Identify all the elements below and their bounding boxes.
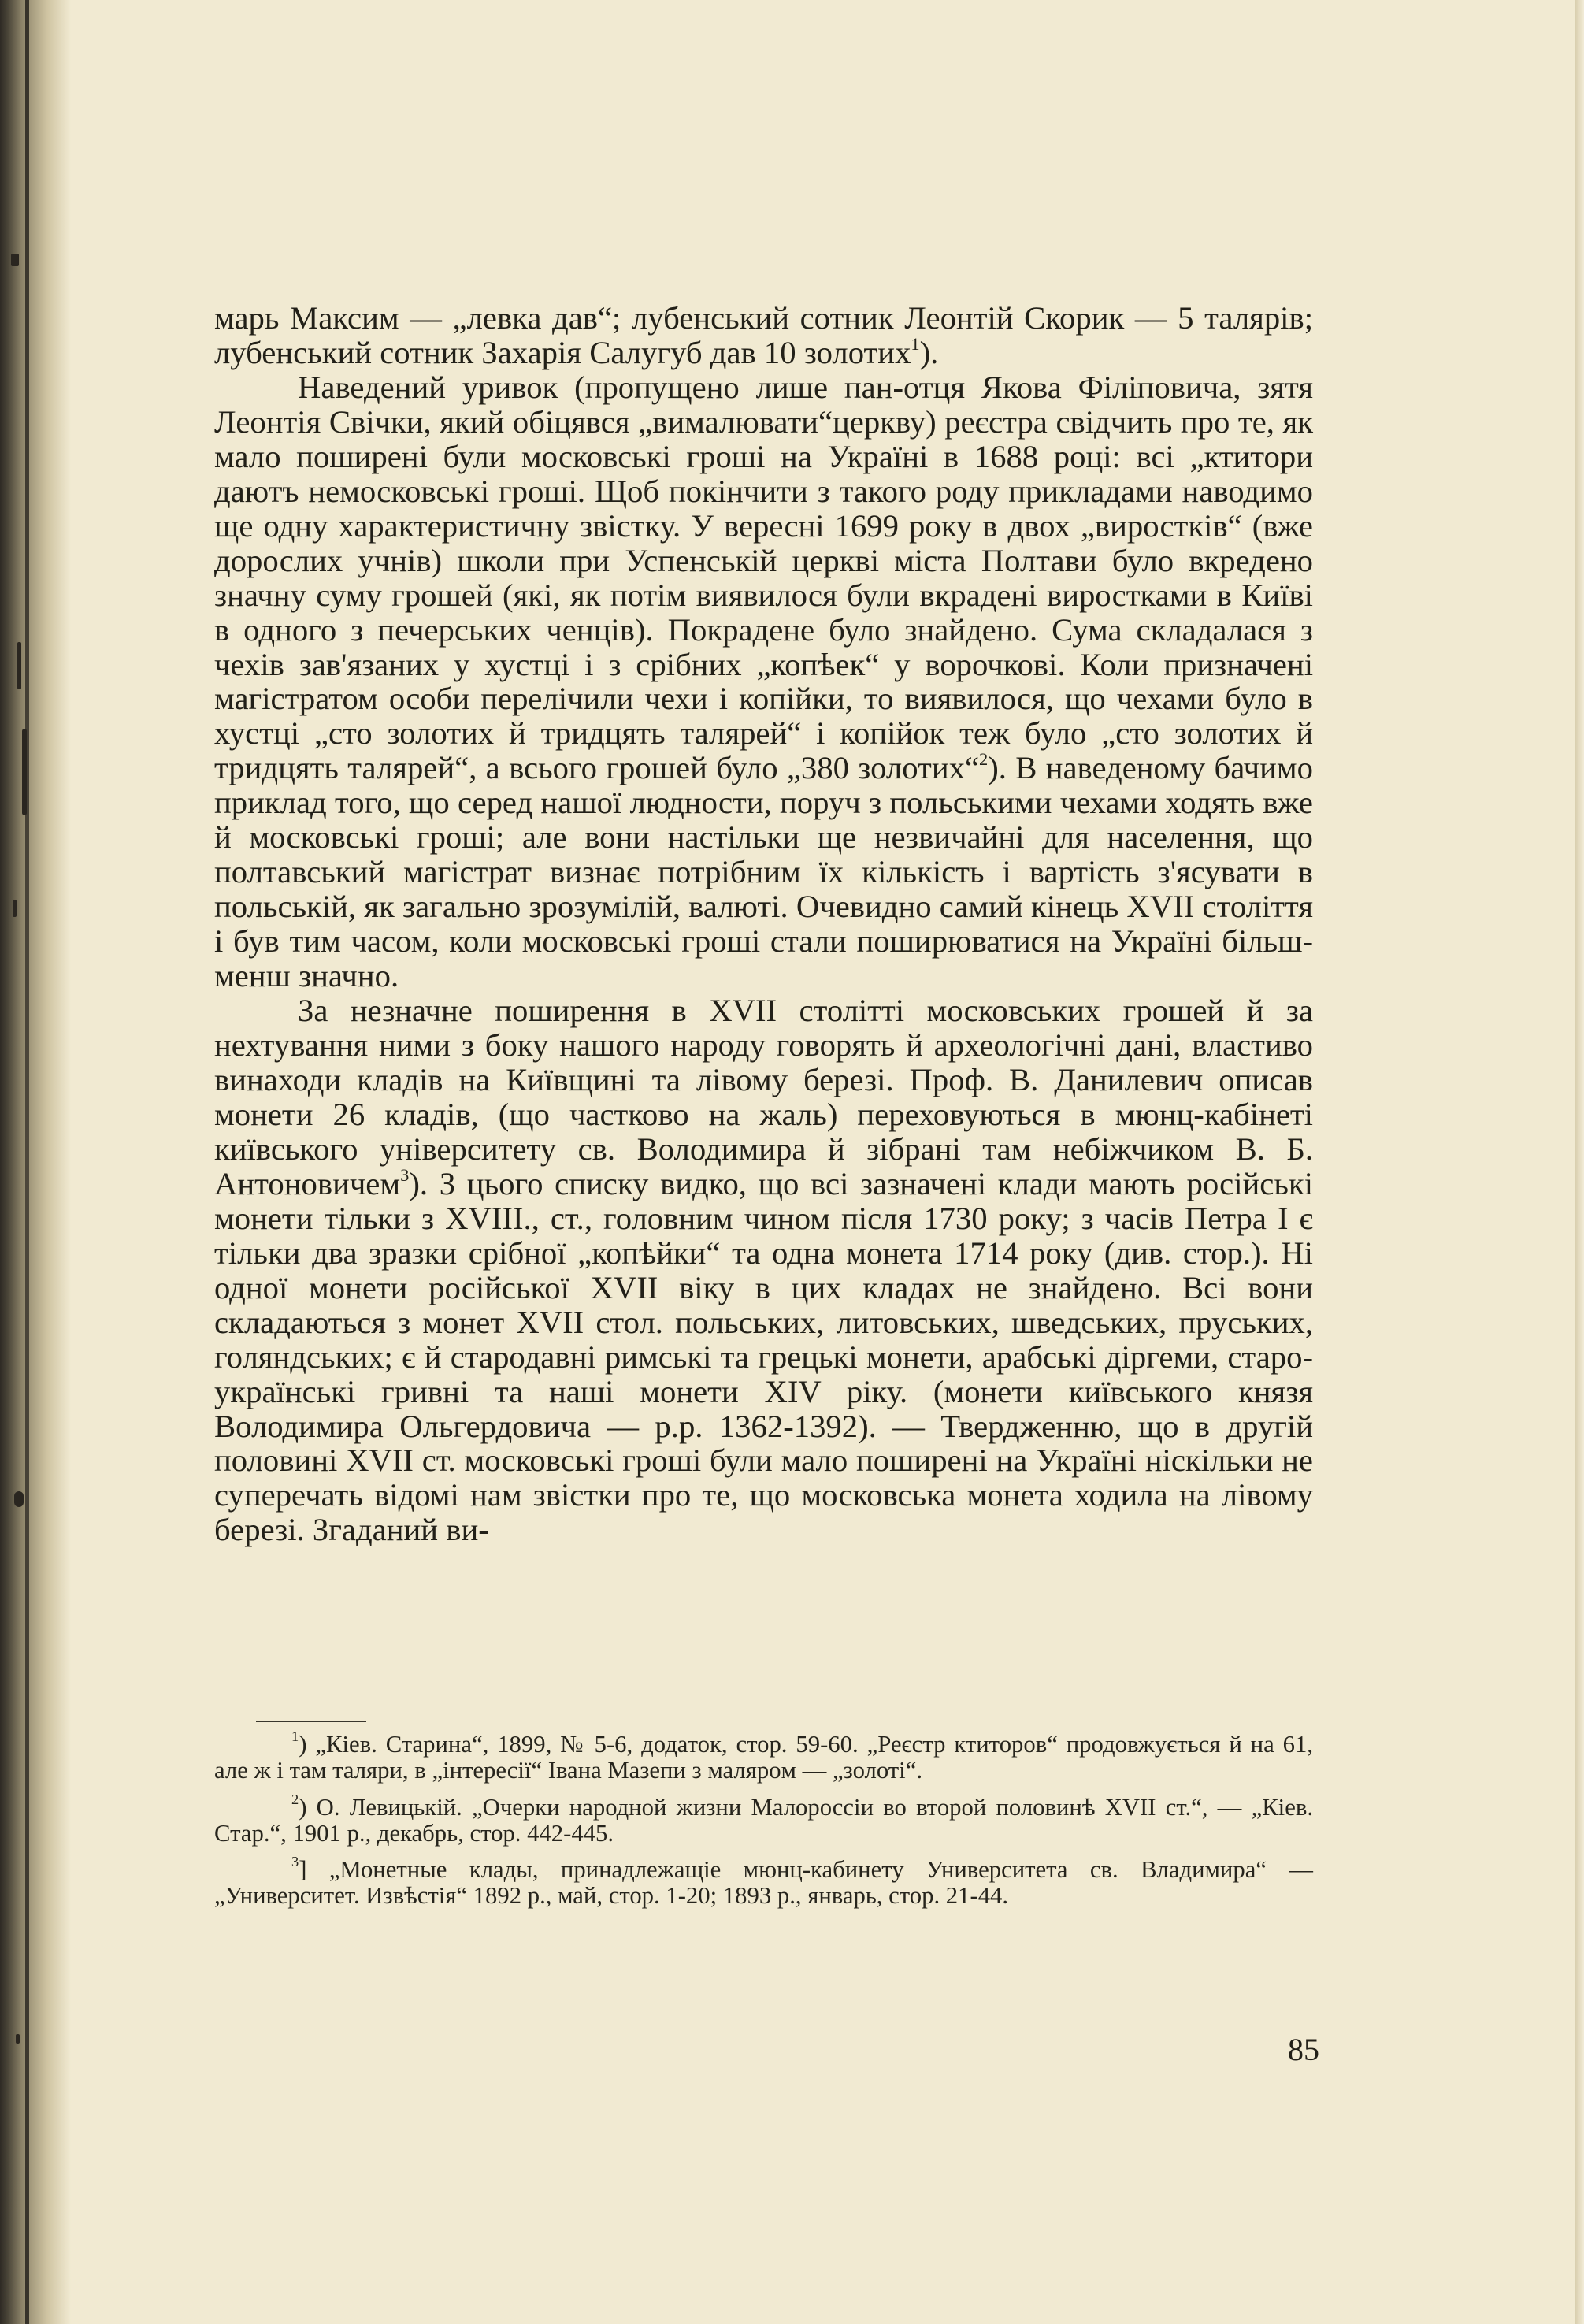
paragraph-text-tail: ). В наведеному бачимо приклад того, що серед нашої людности, поруч з польськими чехами ходять вже й московські гроші; але вони настільки ще незвичайні для населення, що полтавський магістрат визнає потрібним їх кількість і вартість з'ясувати в польській, як загально зрозумілій, валюті. Очевидно самий кінець XVII століття і був тим часом, коли московські гроші стали поширюватися на Україні більш-менш значно. bbox=[214, 750, 1313, 994]
footnote-2 bbox=[214, 1791, 1313, 1847]
paragraph-text-tail: ). З цього списку видко, що всі зазначені клади мають російські монети тільки з XVIII., ст., головним чином після 1730 року; з часів Петра І є тільки два зразки срібної „копѣйки“ та одна монета 1714 року (див. стор.). Ні одної монети російської XVII віку в цих кладах не знайдено. Всі вони складаються з монет XVII стол. польських, литовських, шведських, пруських, голяндських; є й стародавні римські та грецькі монети, арабські діргеми, старо-українські гривні та наші монети XIV ріку. (монети київського князя Володимира Ольгердовича — р.р. 1362-1392). — Твердженню, що в другій половині XVII ст. московські гроші були мало поширені на Україні ніскільки не суперечать відомі нам звістки про те, що московська монета ходила на лівому березі. Згаданий ви- bbox=[214, 1165, 1313, 1548]
footnote-ref-3[interactable]: 3 bbox=[400, 1165, 410, 1186]
paragraph-2 bbox=[214, 370, 1313, 993]
main-text bbox=[214, 301, 1313, 1710]
footnote-ref-1[interactable]: 1 bbox=[911, 334, 920, 355]
binding-mark bbox=[22, 729, 27, 815]
footnote-divider bbox=[256, 1721, 366, 1722]
binding-mark bbox=[13, 900, 17, 917]
footnote-bracket: ) bbox=[299, 1731, 307, 1758]
footnotes bbox=[214, 1728, 1314, 1920]
book-spine-shadow bbox=[0, 0, 71, 2324]
paragraph-text: Наведений уривок (пропущено лише пан-отця Якова Філіповича, зятя Леонтія Свічки, який обіцявся „вималювати“церкву) реєстра свідчить про те, як мало поширені були московські гроші на Україні в 1688 році: всі „ктитори даютъ немосковські гроші. Щоб покінчити з такого роду прикладами наводимо ще одну характеристичну звістку. У вересні 1699 року в двох „виростків“ (вже дорослих учнів) школи при Успенській церкві міста Полтави було вкредено значну суму грошей (які, як потім виявилося були вкрадені виростками в Київі в одного з печерських ченців). Покрадене було знайдено. Сума складалася з чехів зав'язаних у хустці і з срібних „копѣек“ у ворочкові. Коли призначені магістратом особи перелічили чехи і копійки, то виявилося, що чехами було в хустці „сто золотих й тридцять талярей“ і копійок теж було „сто золотих й тридцять талярей“, а всього грошей було „380 золотих“ bbox=[214, 369, 1313, 786]
footnote-marker: 1 bbox=[291, 1728, 299, 1745]
footnote-1 bbox=[214, 1728, 1314, 1784]
footnote-text: „Монетные клады, принадлежащіе мюнц-кабинету Университета св. Владимира“ — „Университет. Извѣстія“ 1892 р., май, стор. 1-20; 1893 р., январь, стор. 21-44. bbox=[214, 1856, 1313, 1910]
gutter-edge bbox=[25, 0, 29, 2324]
page-edge bbox=[1575, 0, 1584, 2324]
footnote-bracket: ) bbox=[299, 1793, 307, 1821]
footnote-text: „Кiев. Старина“, 1899, № 5-6, додаток, стор. 59-60. „Реєстр ктиторов“ продовжується й на 61, але ж і там таляри, в „інтересії“ Івана Мазепи з малярoм — „золоті“. bbox=[214, 1731, 1314, 1784]
paragraph-text: марь Максим — „левка дав“; лубенський сотник Леонтій Скорик — 5 талярів; лубенський сотник Захарія Салугуб дав 10 золотих bbox=[214, 300, 1313, 370]
paragraph-1 bbox=[214, 301, 1313, 370]
binding-mark bbox=[14, 1491, 24, 1507]
binding-mark bbox=[17, 642, 21, 689]
footnote-ref-2[interactable]: 2 bbox=[979, 749, 989, 770]
paragraph-text: За незначне поширення в XVII столітті московських грошей й за нехтування ними з боку нашого народу говорять й археологічні дані, властиво винаходи кладів на Київщині та лівому березі. Проф. В. Данилевич описав монети 26 кладів, (що частково на жаль) переховуються в мюнц-кабінеті київського університету св. Володимира й зібрані там небіжчиком В. Б. Антоновичем bbox=[214, 993, 1313, 1201]
paragraph-3 bbox=[214, 993, 1313, 1547]
binding-mark bbox=[16, 2034, 20, 2044]
binding-mark bbox=[11, 254, 19, 266]
footnote-3 bbox=[214, 1854, 1313, 1910]
paragraph-text-tail: ). bbox=[919, 334, 939, 370]
footnote-bracket: ] bbox=[299, 1856, 307, 1884]
footnote-marker: 2 bbox=[291, 1791, 299, 1807]
footnote-text: О. Левицькій. „Очерки народной жизни Малороссіи во второй половинѣ XVII ст.“, — „Кiев. Стар.“, 1901 р., декабрь, стор. 442-445. bbox=[214, 1793, 1313, 1847]
page-number: 85 bbox=[1288, 2032, 1319, 2067]
footnote-marker: 3 bbox=[291, 1854, 299, 1870]
